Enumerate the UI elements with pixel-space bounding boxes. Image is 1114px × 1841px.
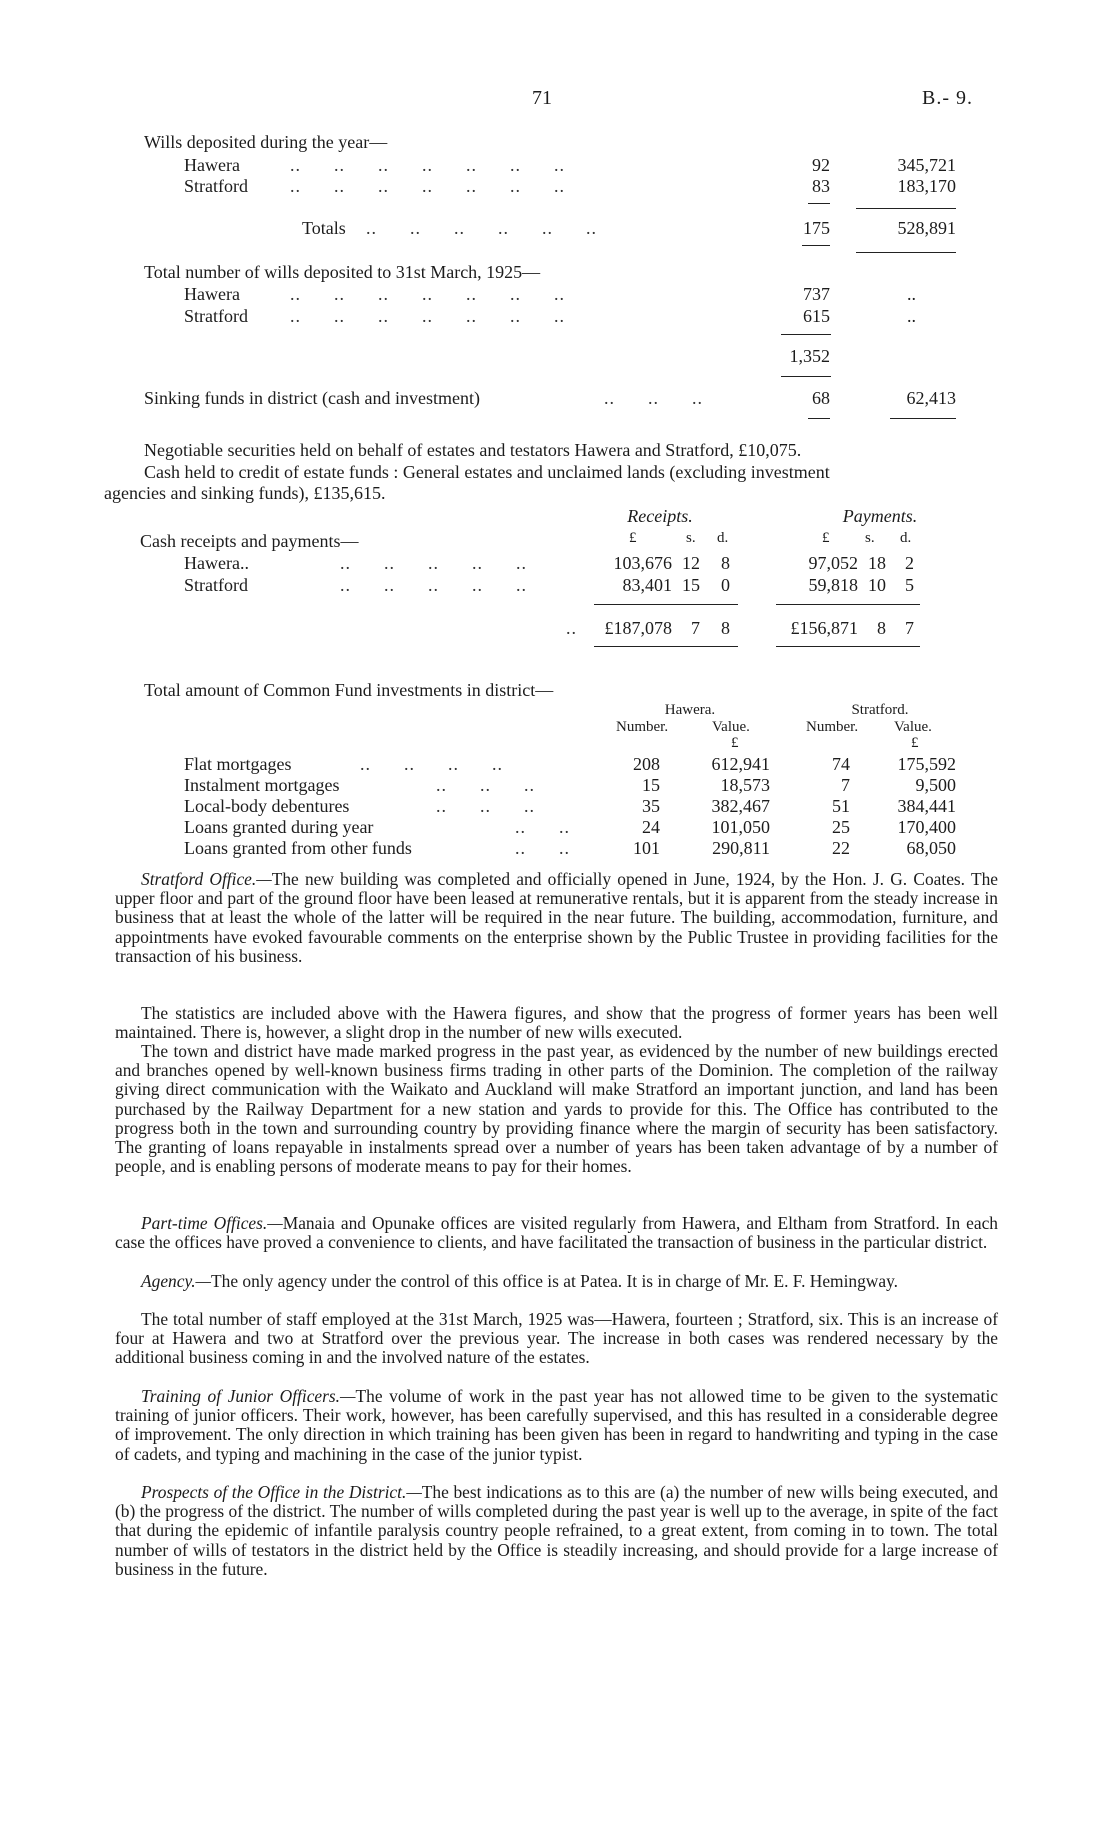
- rule: [594, 646, 738, 647]
- hawera-number: 208: [633, 754, 660, 774]
- cash-row-name: Hawera..: [184, 553, 249, 573]
- number-column-heading: Number.: [616, 719, 669, 735]
- common-fund-heading: Total amount of Common Fund investments in district—: [144, 680, 554, 700]
- payments-total-shillings: 8: [877, 618, 886, 638]
- unit-pence: d.: [717, 530, 729, 546]
- hawera-number: 35: [642, 796, 660, 816]
- cash-row-name: Stratford: [184, 575, 248, 595]
- payments-pence: 5: [905, 575, 914, 595]
- payments-pounds: 97,052: [808, 553, 858, 573]
- wills-total-row-count: 615: [803, 306, 830, 326]
- leader-dots: .. .. .. .. .. .. ..: [290, 176, 565, 196]
- sinking-funds-count: 68: [812, 388, 830, 408]
- investment-row-name: Loans granted during year: [184, 817, 374, 837]
- paragraph-text: Manaia and Opunake offices are visited regularly from Hawera, and Eltham from Stratford. In each case the offices have proved a convenience to clients, and have facilitated the transaction of business in the particular district.: [115, 1213, 998, 1253]
- unit-pence: d.: [900, 530, 912, 546]
- rule: [808, 418, 830, 419]
- leader-dots: .. .. .. .. .. .. ..: [290, 306, 565, 326]
- hawera-number: 15: [642, 775, 660, 795]
- cash-held-text: Cash held to credit of estate funds : General estates and unclaimed lands (excluding investment: [144, 462, 830, 482]
- wills-row-count: 92: [812, 155, 830, 175]
- hawera-value: 101,050: [711, 817, 770, 837]
- rule: [781, 376, 831, 377]
- paragraph-text: The only agency under the control of this office is at Patea. It is in charge of Mr. E. F. Hemingway.: [211, 1271, 899, 1291]
- wills-row-count: 83: [812, 176, 830, 196]
- receipts-pounds: 103,676: [613, 553, 672, 573]
- rule: [802, 245, 830, 246]
- rule: [776, 604, 920, 605]
- paragraph-training: [115, 1387, 998, 1464]
- receipts-total-shillings: 7: [691, 618, 700, 638]
- paragraph-lead: Prospects of the Office in the District.—: [141, 1482, 422, 1502]
- unit-shillings: s.: [686, 530, 696, 546]
- leader-dots: .. .. ..: [604, 388, 703, 408]
- leader-dots: .. .. .. .. .. .. ..: [290, 155, 565, 175]
- leader-dots: ..: [566, 618, 577, 638]
- pound-sign: £: [731, 735, 739, 751]
- stratford-value: 68,050: [906, 838, 956, 858]
- receipts-total-pounds: £187,078: [604, 618, 672, 638]
- payments-heading: Payments.: [842, 506, 918, 526]
- unit-shillings: s.: [865, 530, 875, 546]
- paragraph-text: The best indications as to this are (a) the number of new wills being executed, and (b) the progress of the district. The number of wills completed during the past year is well up to the average, in spite of the fact that during the epidemic of infantile paralysis country people refrained, to a great extent, from coming in to town. The total number of wills of testators in the district held by the Office is steadily increasing, and should provide for a large increase of business in the future.: [115, 1482, 999, 1579]
- stratford-value: 9,500: [915, 775, 956, 795]
- payments-total-pence: 7: [905, 618, 914, 638]
- stratford-number: 22: [832, 838, 850, 858]
- stratford-column-heading: Stratford.: [851, 702, 909, 718]
- cash-held-text: agencies and sinking funds), £135,615.: [104, 483, 386, 503]
- wills-row-name: Hawera: [184, 155, 240, 175]
- totals-label: Totals: [302, 218, 346, 238]
- stratford-number: 7: [841, 775, 850, 795]
- unit-pounds: £: [822, 530, 830, 546]
- unit-pounds: £: [629, 530, 637, 546]
- wills-total-row-value: ..: [907, 284, 916, 304]
- paragraph-text: The volume of work in the past year has not allowed time to be given to the systematic training of junior officers. Their work, however, has been carefully supervised, and this has resulted in a considerable degree of improvement. The only direction in which training has been given has been in regard to handwriting and typing in the case of cadets, and typing and machining in the case of the junior typist.: [115, 1386, 998, 1464]
- receipts-pence: 0: [721, 575, 730, 595]
- rule: [594, 604, 738, 605]
- leader-dots: .. .. .. .. ..: [340, 553, 527, 573]
- wills-row-name: Stratford: [184, 176, 248, 196]
- leader-dots: .. .. .. .. ..: [340, 575, 527, 595]
- page-number: 71: [532, 87, 552, 109]
- paragraph-agency: [115, 1272, 998, 1291]
- receipts-pounds: 83,401: [622, 575, 672, 595]
- leader-dots: .. .. .. .. .. .. ..: [290, 284, 565, 304]
- paragraph-text: The town and district have made marked progress in the past year, as evidenced by the number of new buildings erected and branches opened by well-known business firms trading in other parts of the Dominion. The completion of the railway giving direct communication with the Waikato and Auckland will make Stratford an important junction, and land has been purchased by the Railway Department for a new station and yards to provide for this. The Office has contributed to the progress both in the town and surrounding country by providing finance where the margin of security has been satisfactory. The granting of loans repayable in instalments spread over a number of years has been taken advantage of by a number of people, and is enabling persons of moderate means to pay for their homes.: [115, 1041, 998, 1177]
- wills-deposited-heading: Wills deposited during the year—: [144, 132, 388, 152]
- hawera-column-heading: Hawera.: [664, 702, 716, 718]
- receipts-heading: Receipts.: [627, 506, 693, 526]
- paragraph-text: The statistics are included above with the Hawera figures, and show that the progress of former years has been well maintained. There is, however, a slight drop in the number of new wills executed.: [115, 1003, 998, 1043]
- paragraph-lead: Stratford Office.—: [141, 869, 272, 889]
- hawera-value: 18,573: [720, 775, 770, 795]
- payments-shillings: 10: [868, 575, 886, 595]
- totals-value: 528,891: [897, 218, 956, 238]
- paragraph-town-progress: [115, 1042, 998, 1176]
- stratford-number: 74: [832, 754, 850, 774]
- leader-dots: .. .. ..: [436, 775, 535, 795]
- wills-row-value: 345,721: [897, 155, 956, 175]
- rule: [856, 208, 956, 209]
- receipts-shillings: 12: [682, 553, 700, 573]
- stratford-number: 25: [832, 817, 850, 837]
- stratford-value: 175,592: [897, 754, 956, 774]
- paragraph-prospects: [115, 1483, 998, 1579]
- wills-total-row-value: ..: [907, 306, 916, 326]
- payments-shillings: 18: [868, 553, 886, 573]
- value-column-heading: Value.: [894, 719, 932, 735]
- rule: [808, 203, 830, 204]
- investment-row-name: Flat mortgages: [184, 754, 292, 774]
- rule: [856, 252, 956, 253]
- paragraph-part-time-offices: [115, 1214, 998, 1252]
- sinking-funds-label: Sinking funds in district (cash and investment): [144, 388, 480, 408]
- payments-pence: 2: [905, 553, 914, 573]
- wills-row-value: 183,170: [897, 176, 956, 196]
- leader-dots: .. ..: [515, 817, 570, 837]
- investment-row-name: Loans granted from other funds: [184, 838, 412, 858]
- investment-row-name: Instalment mortgages: [184, 775, 340, 795]
- wills-total-row-name: Stratford: [184, 306, 248, 326]
- paragraph-lead: Part-time Offices.—: [141, 1213, 283, 1233]
- stratford-value: 170,400: [897, 817, 956, 837]
- wills-total-sum: 1,352: [789, 346, 830, 366]
- rule: [781, 334, 831, 335]
- hawera-number: 101: [633, 838, 660, 858]
- sinking-funds-value: 62,413: [906, 388, 956, 408]
- document-reference: B.- 9.: [922, 87, 973, 109]
- rule: [890, 418, 956, 419]
- wills-total-row-name: Hawera: [184, 284, 240, 304]
- leader-dots: .. .. .. .. .. ..: [366, 218, 597, 238]
- receipts-shillings: 15: [682, 575, 700, 595]
- cash-receipts-label: Cash receipts and payments—: [140, 531, 359, 551]
- leader-dots: .. .. .. ..: [360, 754, 503, 774]
- hawera-value: 290,811: [712, 838, 770, 858]
- wills-total-heading: Total number of wills deposited to 31st March, 1925—: [144, 262, 541, 282]
- hawera-value: 612,941: [711, 754, 770, 774]
- hawera-number: 24: [642, 817, 660, 837]
- paragraph-text: The total number of staff employed at the 31st March, 1925 was—Hawera, fourteen ; Stratford, six. This is an increase of four at Hawera and two at Stratford over the previous year. The increase in both cases was rendered necessary by the additional business coming in and the involved nature of the estates.: [115, 1309, 998, 1368]
- paragraph-statistics: [115, 1004, 998, 1042]
- leader-dots: .. ..: [515, 838, 570, 858]
- payments-total-pounds: £156,871: [790, 618, 858, 638]
- receipts-pence: 8: [721, 553, 730, 573]
- stratford-value: 384,441: [897, 796, 956, 816]
- value-column-heading: Value.: [712, 719, 750, 735]
- pound-sign: £: [911, 735, 919, 751]
- totals-count: 175: [803, 218, 830, 238]
- payments-pounds: 59,818: [808, 575, 858, 595]
- paragraph-lead: Training of Junior Officers.—: [141, 1386, 356, 1406]
- stratford-number: 51: [832, 796, 850, 816]
- paragraph-lead: Agency.—: [141, 1271, 212, 1291]
- investment-row-name: Local-body debentures: [184, 796, 350, 816]
- hawera-value: 382,467: [711, 796, 770, 816]
- receipts-total-pence: 8: [721, 618, 730, 638]
- paragraph-staff: [115, 1310, 998, 1368]
- rule: [776, 646, 920, 647]
- paragraph-stratford-office: [115, 870, 998, 966]
- negotiable-securities-text: Negotiable securities held on behalf of estates and testators Hawera and Stratford, £10,075.: [144, 440, 802, 460]
- number-column-heading: Number.: [806, 719, 859, 735]
- wills-total-row-count: 737: [803, 284, 830, 304]
- leader-dots: .. .. ..: [436, 796, 535, 816]
- paragraph-text: The new building was completed and officially opened in June, 1924, by the Hon. J. G. Coates. The upper floor and part of the ground floor have been leased at remunerative rentals, but it is apparent from the steady increase in business that at least the whole of the latter will be required in the near future. The building, accommodation, furniture, and appointments have evoked favourable comments on the enterprise shown by the Public Trustee in providing facilities for the transaction of his business.: [115, 869, 998, 966]
